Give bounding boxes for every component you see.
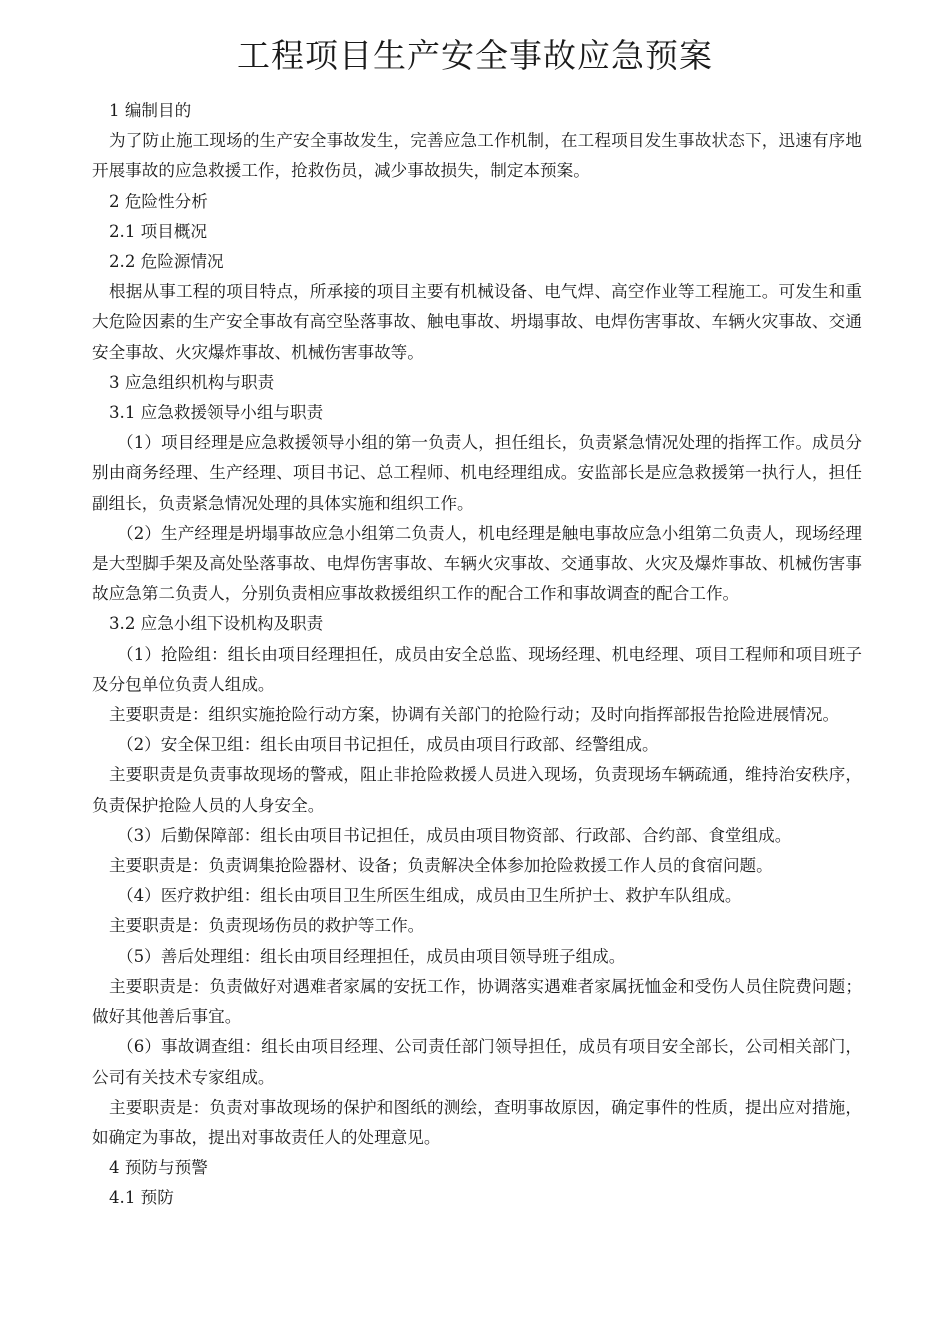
subsection-heading-4-1: 4.1 预防 (109, 1188, 174, 1208)
paragraph-aftermath-group: （5）善后处理组：组长由项目经理担任，成员由项目领导班子组成。 (117, 946, 626, 966)
subsection-heading-2-2: 2.2 危险源情况 (109, 252, 224, 272)
document-title: 工程项目生产安全事故应急预案 (237, 36, 713, 75)
subsection-heading-3-2: 3.2 应急小组下设机构及职责 (109, 614, 324, 634)
paragraph-logistics-duties: 主要职责是：负责调集抢险器材、设备；负责解决全体参加抢险救援工作人员的食宿问题。 (109, 856, 773, 876)
paragraph-security-duties: 主要职责是负责事故现场的警戒，阻止非抢险救援人员进入现场，负责现场车辆疏通，维持治安秩序，负责保护抢险人员的人身安全。 (92, 765, 862, 815)
paragraph-aftermath-duties: 主要职责是：负责做好对遇难者家属的安抚工作，协调落实遇难者家属抚恤金和受伤人员住院费问题；做好其他善后事宜。 (92, 976, 862, 1027)
paragraph-3-1-item-1: （1）项目经理是应急救援领导小组的第一负责人，担任组长，负责紧急情况处理的指挥工作。成员分别由商务经理、生产经理、项目书记、总工程师、机电经理组成。安监部长是应急救援第一执行人，担任副组长，负责紧急情况处理的具体实施和组织工作。 (92, 433, 862, 513)
section-heading-2: 2 危险性分析 (109, 191, 208, 211)
paragraph-rescue-group: （1）抢险组：组长由项目经理担任，成员由安全总监、现场经理、机电经理、项目工程师和项目班子及分包单位负责人组成。 (92, 644, 862, 694)
paragraph-3-1-item-2: （2）生产经理是坍塌事故应急小组第二负责人，机电经理是触电事故应急小组第二负责人，现场经理是大型脚手架及高处坠落事故、电焊伤害事故、车辆火灾事故、交通事故、火灾及爆炸事故、机械伤害事故应急第二负责人，分别负责相应事故救援组织工作的配合工作和事故调查的配合工作。 (92, 523, 862, 604)
paragraph-purpose: 为了防止施工现场的生产安全事故发生，完善应急工作机制，在工程项目发生事故状态下，迅速有序地开展事故的应急救援工作，抢救伤员，减少事故损失，制定本预案。 (92, 131, 862, 181)
subsection-heading-3-1: 3.1 应急救援领导小组与职责 (109, 403, 324, 423)
paragraph-hazard: 根据从事工程的项目特点，所承接的项目主要有机械设备、电气焊、高空作业等工程施工。可发生和重大危险因素的生产安全事故有高空坠落事故、触电事故、坍塌事故、电焊伤害事故、车辆火灾事故、交通安全事故、火灾爆炸事故、机械伤害事故等。 (92, 282, 862, 362)
paragraph-rescue-duties: 主要职责是：组织实施抢险行动方案，协调有关部门的抢险行动；及时向指挥部报告抢险进展情况。 (109, 705, 840, 725)
paragraph-logistics-group: （3）后勤保障部：组长由项目书记担任，成员由项目物资部、行政部、合约部、食堂组成。 (117, 825, 792, 845)
section-heading-1: 1 编制目的 (109, 101, 192, 120)
paragraph-security-group: （2）安全保卫组：组长由项目书记担任，成员由项目行政部、经警组成。 (117, 735, 659, 755)
section-heading-3: 3 应急组织机构与职责 (109, 372, 275, 392)
paragraph-medical-duties: 主要职责是：负责现场伤员的救护等工作。 (109, 916, 425, 936)
paragraph-investigation-group: （6）事故调查组：组长由项目经理、公司责任部门领导担任，成员有项目安全部长，公司相关部门，公司有关技术专家组成。 (92, 1037, 862, 1087)
subsection-heading-2-1: 2.1 项目概况 (109, 221, 208, 241)
document-body (92, 96, 862, 1214)
paragraph-medical-group: （4）医疗救护组：组长由项目卫生所医生组成，成员由卫生所护士、救护车队组成。 (117, 886, 742, 906)
section-heading-4: 4 预防与预警 (109, 1158, 208, 1178)
paragraph-investigation-duties: 主要职责是：负责对事故现场的保护和图纸的测绘，查明事故原因，确定事件的性质，提出应对措施，如确定为事故，提出对事故责任人的处理意见。 (92, 1097, 862, 1147)
